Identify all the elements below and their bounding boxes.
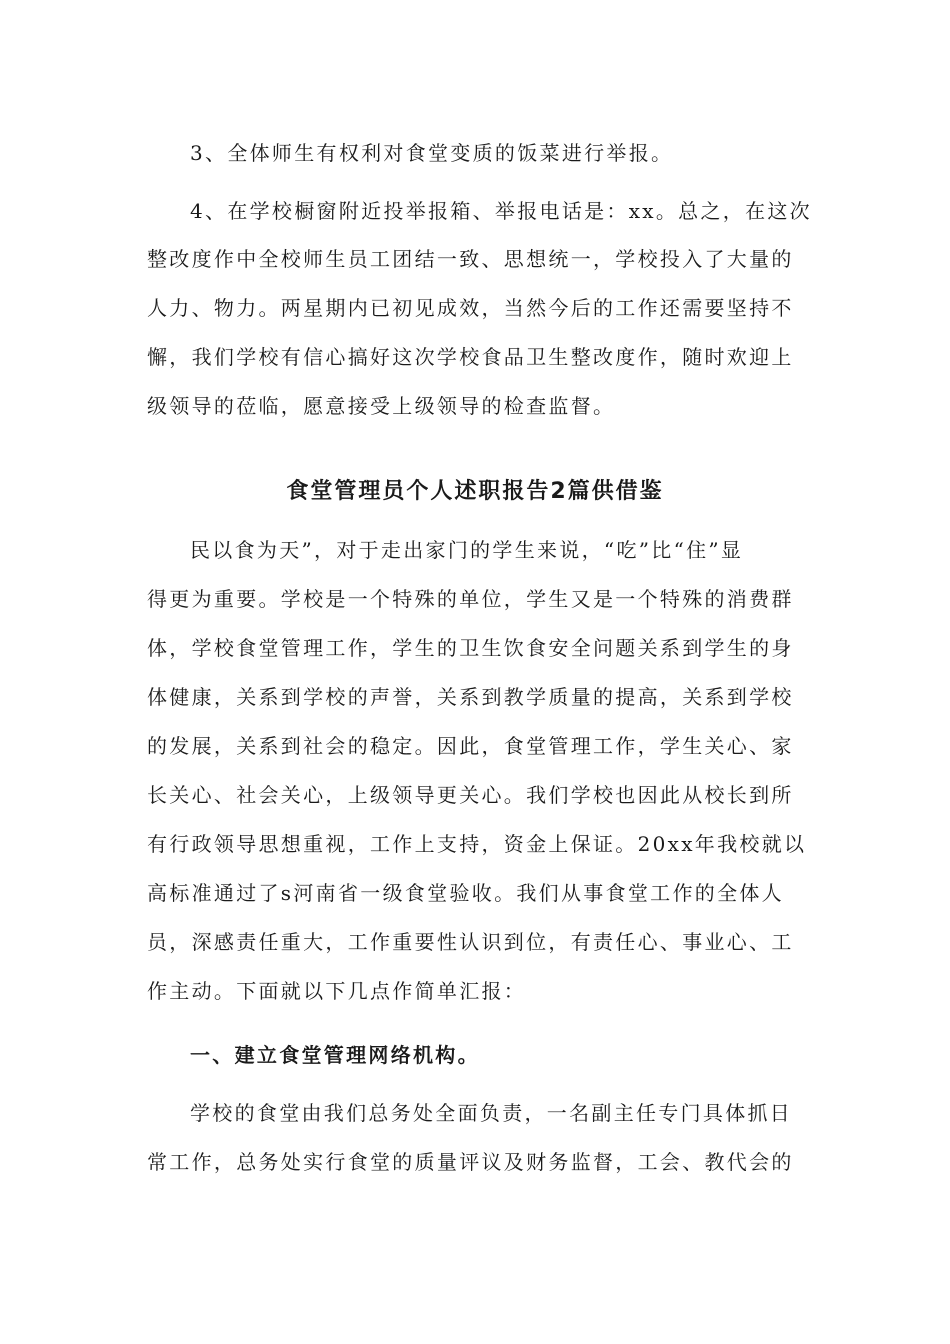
paragraph-line: 体，学校食堂管理工作，学生的卫生饮食安全问题关系到学生的身	[147, 636, 794, 660]
paragraph-line: 3、全体师生有权利对食堂变质的饭菜进行举报。	[190, 141, 674, 165]
paragraph-line: 长关心、社会关心，上级领导更关心。我们学校也因此从校长到所	[147, 783, 794, 807]
paragraph-line: 作主动。下面就以下几点作简单汇报：	[147, 979, 527, 1003]
paragraph-line: 得更为重要。学校是一个特殊的单位，学生又是一个特殊的消费群	[147, 587, 794, 611]
paragraph-line: 学校的食堂由我们总务处全面负责，一名副主任专门具体抓日	[190, 1101, 793, 1125]
paragraph-line: 整改度作中全校师生员工团结一致、思想统一，学校投入了大量的	[147, 247, 794, 271]
paragraph-line: 级领导的莅临，愿意接受上级领导的检查监督。	[147, 394, 616, 418]
paragraph-line: 的发展，关系到社会的稳定。因此，食堂管理工作，学生关心、家	[147, 734, 794, 758]
paragraph-line: 体健康，关系到学校的声誉，关系到教学质量的提高，关系到学校	[147, 685, 794, 709]
paragraph-line: 4、在学校橱窗附近投举报箱、举报电话是：xx。总之，在这次	[190, 199, 812, 223]
paragraph-line: 常工作，总务处实行食堂的质量评议及财务监督，工会、教代会的	[147, 1150, 794, 1174]
document-title: 食堂管理员个人述职报告2篇供借鉴	[286, 479, 664, 504]
paragraph-line: 高标准通过了s河南省一级食堂验收。我们从事食堂工作的全体人	[147, 881, 784, 905]
paragraph-line: 有行政领导思想重视，工作上支持，资金上保证。20xx年我校就以	[147, 832, 807, 856]
paragraph-line: 懈，我们学校有信心搞好这次学校食品卫生整改度作，随时欢迎上	[147, 345, 794, 369]
paragraph-line: 员，深感责任重大，工作重要性认识到位，有责任心、事业心、工	[147, 930, 794, 954]
section-heading: 一、建立食堂管理网络机构。	[190, 1043, 480, 1067]
paragraph-line: 人力、物力。两星期内已初见成效，当然今后的工作还需要坚持不	[147, 296, 794, 320]
paragraph-line: 民以食为天”，对于走出家门的学生来说，“吃”比“住”显	[190, 538, 744, 562]
